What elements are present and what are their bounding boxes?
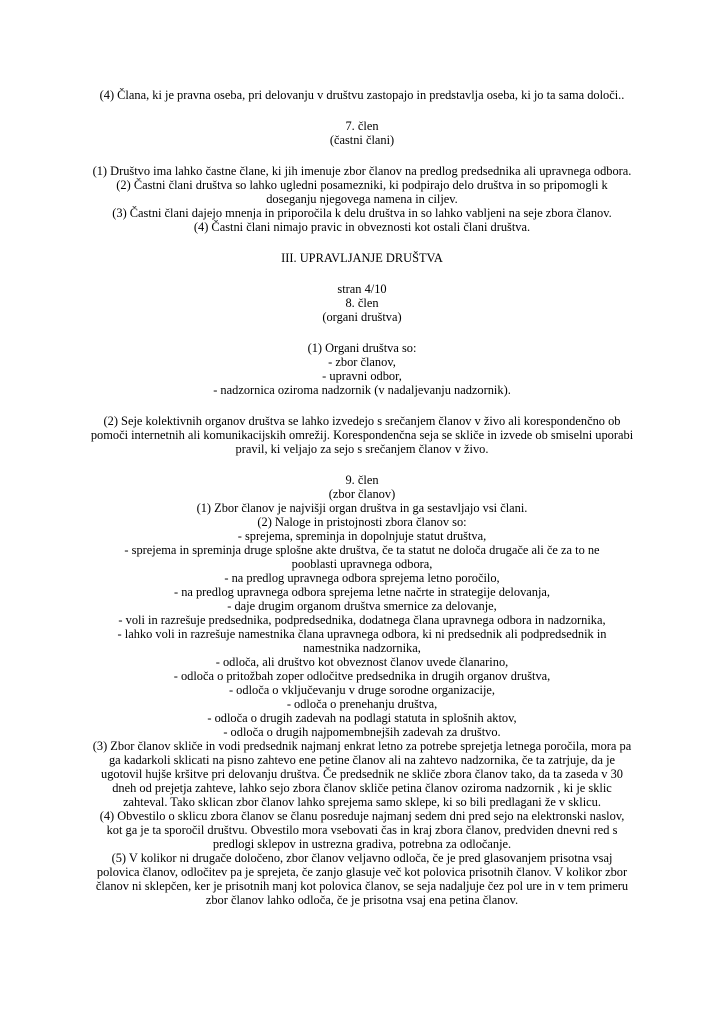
section-heading: III. UPRAVLJANJE DRUŠTVA xyxy=(281,251,443,265)
paragraph-line: (2) Častni člani društva so lahko ugledni posamezniki, ki podpirajo delo društva in so pripomogli k xyxy=(116,178,608,192)
list-item: namestnika nadzornika, xyxy=(303,641,421,655)
article-subheading: (častni člani) xyxy=(329,133,395,147)
paragraph-line: (4) Častni člani nimajo pravic in obveznosti kot ostali člani društva. xyxy=(193,220,531,234)
paragraph-line: (1) Društvo ima lahko častne člane, ki jih imenuje zbor članov na predlog predsednika ali upravnega odbora. xyxy=(92,164,632,178)
list-item: - daje drugim organom društva smernice za delovanje, xyxy=(227,599,497,613)
list-item: - odloča, ali društvo kot obveznost članov uvede članarino, xyxy=(215,655,509,669)
list-item: - odloča o prenehanju društva, xyxy=(286,697,438,711)
page-number: stran 4/10 xyxy=(337,282,387,296)
list-item: - sprejema in spreminja druge splošne akte društva, če ta statut ne določa drugače ali če za to ne xyxy=(124,543,600,557)
paragraph-line: ugotovil hujše kršitve pri delovanju društva. Če predsednik ne skliče zbora članov tako, da ta zaseda v 30 xyxy=(101,767,623,781)
article-heading: 7. člen xyxy=(345,119,379,133)
paragraph-line: (1) Organi društva so: xyxy=(307,341,417,355)
article-heading: 9. člen xyxy=(345,473,379,487)
list-item: - lahko voli in razrešuje namestnika člana upravnega odbora, ki ni predsednik ali podpredsednik in xyxy=(117,627,607,641)
paragraph-line: (2) Naloge in pristojnosti zbora članov so: xyxy=(257,515,467,529)
list-item: - zbor članov, xyxy=(328,355,396,369)
paragraph-line: (2) Seje kolektivnih organov društva se lahko izvedejo s srečanjem članov v živo ali korespondenčno ob xyxy=(103,414,621,428)
paragraph-line: (3) Zbor članov skliče in vodi predsednik najmanj enkrat letno za potrebe sprejetja letnega poročila, mora pa xyxy=(92,739,632,753)
paragraph-line: (5) V kolikor ni drugače določeno, zbor članov veljavno odloča, če je pred glasovanjem prisotna vsaj xyxy=(111,851,613,865)
paragraph-line: kot ga je ta sporočil društvu. Obvestilo mora vsebovati čas in kraj zbora članov, predviden dnevni red s xyxy=(106,823,618,837)
paragraph-line: ga kadarkoli sklicati na pisno zahtevo ene petine članov ali na zahtevo nadzornika, če ta zatrjuje, da je xyxy=(108,753,616,767)
paragraph-line: pravil, ki veljajo za sejo s srečanjem članov v živo. xyxy=(235,442,489,456)
list-item: - upravni odbor, xyxy=(322,369,402,383)
paragraph-line: (3) Častni člani dajejo mnenja in priporočila k delu društva in so lahko vabljeni na seje zbora članov. xyxy=(112,206,612,220)
paragraph-line: (4) Člana, ki je pravna oseba, pri delovanju v društvu zastopajo in predstavlja oseba, ki jo ta sama določi.. xyxy=(99,88,625,102)
list-item: - sprejema, spreminja in dopolnjuje statut društva, xyxy=(237,529,487,543)
list-item: - na predlog upravnega odbora sprejema letne načrte in strategije delovanja, xyxy=(173,585,551,599)
paragraph-line: doseganju njegovega namena in ciljev. xyxy=(266,192,458,206)
list-item: - odloča o drugih najpomembnejših zadevah za društvo. xyxy=(223,725,501,739)
list-item: - voli in razrešuje predsednika, podpredsednika, dodatnega člana upravnega odbora in nadzornika, xyxy=(118,613,606,627)
paragraph-line: zahteval. Tako sklican zbor članov lahko sprejema samo sklepe, ki so bili predlagani že v sklicu. xyxy=(123,795,601,809)
article-subheading: (organi društva) xyxy=(322,310,402,324)
paragraph-line: pomoči internetnih ali komunikacijskih omrežij. Korespondenčna seja se skliče in izvede ob smiselni uporabi xyxy=(90,428,634,442)
list-item: - nadzornica oziroma nadzornik (v nadaljevanju nadzornik). xyxy=(213,383,511,397)
list-item: - odloča o drugih zadevah na podlagi statuta in splošnih aktov, xyxy=(207,711,517,725)
article-subheading: (zbor članov) xyxy=(328,487,396,501)
paragraph-line: predlogi sklepov in ustrezna gradiva, potrebna za odločanje. xyxy=(212,837,512,851)
paragraph-line: zbor članov lahko odloča, če je prisotna vsaj ena petina članov. xyxy=(205,893,519,907)
list-item: - odloča o vključevanju v druge sorodne organizacije, xyxy=(228,683,496,697)
article-heading: 8. člen xyxy=(345,296,379,310)
list-item: pooblasti upravnega odbora, xyxy=(291,557,433,571)
list-item: - na predlog upravnega odbora sprejema letno poročilo, xyxy=(224,571,500,585)
paragraph-line: (4) Obvestilo o sklicu zbora članov se članu posreduje najmanj sedem dni pred sejo na elektronski naslov, xyxy=(99,809,625,823)
paragraph-line: dneh od prejetja zahteve, lahko sejo zbora članov skliče petina članov oziroma nadzornik , ki je sklic xyxy=(112,781,612,795)
paragraph-line: polovica članov, odločitev pa je sprejeta, če zanjo glasuje več kot polovica prisotnih članov. V kolikor zbor xyxy=(96,865,628,879)
paragraph-line: (1) Zbor članov je najvišji organ društva in ga sestavljajo vsi člani. xyxy=(196,501,528,515)
paragraph-line: članov ni sklepčen, ker je prisotnih manj kot polovica članov, se seja nadaljuje čez pol ure in v tem primeru xyxy=(95,879,629,893)
list-item: - odloča o pritožbah zoper odločitve predsednika in drugih organov društva, xyxy=(173,669,551,683)
